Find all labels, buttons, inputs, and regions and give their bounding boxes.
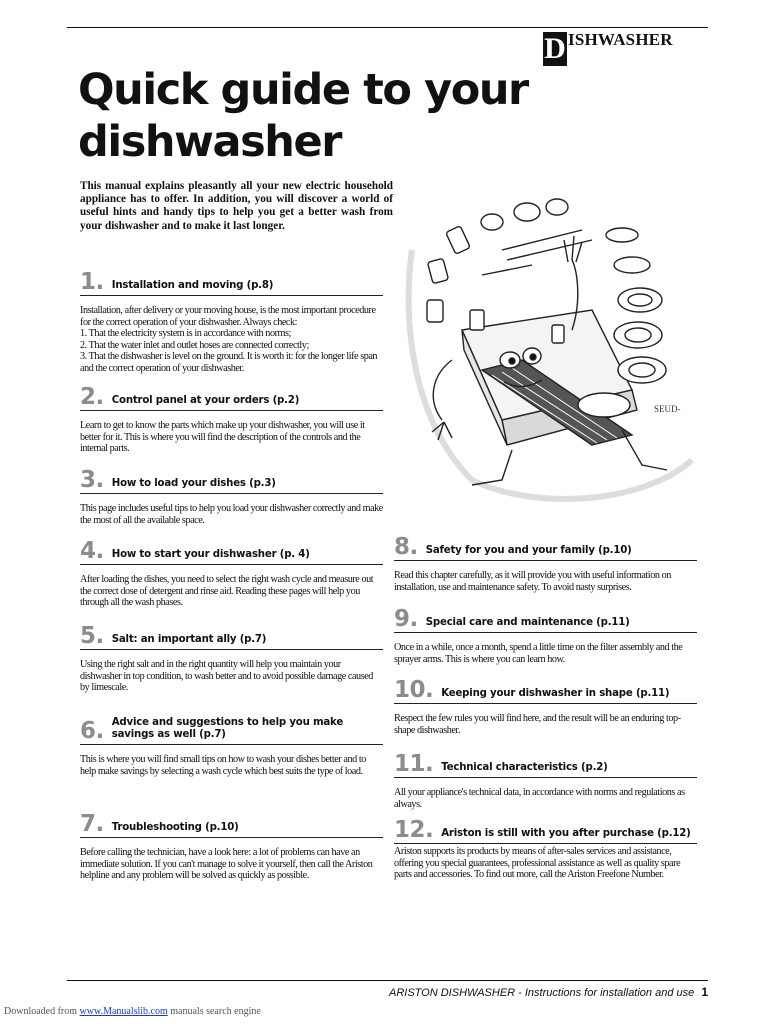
entry-title: Keeping your dishwasher in shape (p.11) xyxy=(441,688,670,699)
entry-heading xyxy=(80,270,383,296)
intro-paragraph: This manual explains pleasantly all your new electric household appliance has to offer. In addition, you will discover a world of useful hints and handy tips to help you get a better wash from your dishwasher and to make it last longer. xyxy=(80,180,393,232)
entry-heading xyxy=(80,717,383,745)
footer-text: ARISTON DISHWASHER - Instructions for installation and use xyxy=(388,987,695,999)
entry-heading xyxy=(394,752,697,778)
guide-entry-6 xyxy=(80,717,383,777)
entry-number: 6. xyxy=(80,718,104,744)
entry-number: 8. xyxy=(394,534,418,560)
entry-title: Special care and maintenance (p.11) xyxy=(425,617,630,628)
page-title xyxy=(78,64,528,168)
guide-entry-8 xyxy=(394,535,697,593)
download-notice xyxy=(4,1006,261,1017)
entry-number: 1. xyxy=(80,269,104,295)
entry-description: This page includes useful tips to help you load your dishwasher correctly and make the most of all the available space. xyxy=(80,503,383,526)
guide-entry-9 xyxy=(394,607,697,665)
entry-heading xyxy=(394,678,697,704)
section-initial-letter: D xyxy=(544,32,566,65)
entry-description: Using the right salt and in the right quantity will help you maintain your dishwasher in top condition, to wash better and to avoid possible damage caused by limescale. xyxy=(80,659,373,694)
entry-number: 11. xyxy=(394,751,434,777)
guide-entry-4 xyxy=(80,539,383,609)
section-header xyxy=(543,30,673,66)
entry-title: Installation and moving (p.8) xyxy=(111,280,274,291)
page-title-line-1: Quick guide to your xyxy=(78,65,528,115)
guide-entry-7 xyxy=(80,812,383,882)
entry-heading xyxy=(80,812,383,838)
entry-heading xyxy=(80,539,383,565)
entry-number: 2. xyxy=(80,384,104,410)
entry-description: Ariston supports its products by means of after-sales services and assistance, offering you special guarantees, professional assistance as well as quality spare parts and accessories. To find out more, call the Ariston Freefone Number. xyxy=(394,846,681,881)
page-number: 1 xyxy=(701,985,708,999)
guide-entry-10 xyxy=(394,678,697,736)
entry-heading xyxy=(80,468,383,494)
entry-number: 7. xyxy=(80,811,104,837)
download-suffix: manuals search engine xyxy=(170,1006,261,1017)
entry-title: Control panel at your orders (p.2) xyxy=(111,395,300,406)
entry-title: Technical characteristics (p.2) xyxy=(441,762,608,773)
entry-title: Ariston is still with you after purchase (p.12) xyxy=(441,828,691,839)
page-footer xyxy=(389,985,708,999)
entry-number: 3. xyxy=(80,467,104,493)
guide-entry-1 xyxy=(80,270,383,375)
page-title-line-2: dishwasher xyxy=(78,117,342,167)
entry-heading xyxy=(394,535,697,561)
entry-heading xyxy=(80,624,383,650)
guide-entry-2 xyxy=(80,385,383,455)
artist-signature: SEUD- xyxy=(654,404,681,414)
entry-heading xyxy=(394,818,697,844)
bottom-rule xyxy=(67,980,708,981)
entry-number: 10. xyxy=(394,677,434,703)
entry-description: After loading the dishes, you need to select the right wash cycle and measure out the correct dose of detergent and rinse aid. Reading these pages will help you through all the wash phases. xyxy=(80,574,374,609)
entry-title: Advice and suggestions to help you make savings as well (p.7) xyxy=(111,717,344,740)
entry-title: Salt: an important ally (p.7) xyxy=(111,634,267,645)
entry-heading xyxy=(394,607,697,633)
manualslib-link[interactable]: www.Manualslib.com xyxy=(79,1006,168,1017)
entry-description: Installation, after delivery or your moving house, is the most important procedure for the correct operation of your dishwasher. Always check: 1. That the electricity system is in accordance with norms; 2. That the water inlet and outlet hoses are connected correctly; 3. That the dishwasher is level on the ground. It is worth it: for the longer life span and the correct operation of your dishwasher. xyxy=(80,305,378,374)
entry-heading xyxy=(80,385,383,411)
entry-title: How to load your dishes (p.3) xyxy=(111,478,276,489)
guide-entry-12 xyxy=(394,818,697,881)
entry-number: 4. xyxy=(80,538,104,564)
entry-description: Once in a while, once a month, spend a little time on the filter assembly and the sprayer arms. This is where you can learn how. xyxy=(394,642,683,665)
entry-description: This is where you will find small tips on how to wash your dishes better and to help make savings by selecting a wash cycle which best suits the type of load. xyxy=(80,754,366,777)
entry-title: Safety for you and your family (p.10) xyxy=(425,545,632,556)
entry-number: 12. xyxy=(394,817,434,843)
dishwasher-cartoon-illustration xyxy=(392,160,712,516)
entry-description: Read this chapter carefully, as it will provide you with useful information on installation, use and maintenance safety. To avoid nasty surprises. xyxy=(394,570,671,593)
entry-title: How to start your dishwasher (p. 4) xyxy=(111,549,310,560)
entry-description: Respect the few rules you will find here, and the result will be an enduring top-shape dishwasher. xyxy=(394,713,681,736)
entry-description: All your appliance's technical data, in accordance with norms and regulations as always. xyxy=(394,787,685,810)
section-name: ISHWASHER xyxy=(568,30,673,49)
entry-description: Before calling the technician, have a look here: a lot of problems can have an immediate solution. If you can't manage to solve it yourself, then call the Ariston helpline and any problem will be solved as quickly as possible. xyxy=(80,847,373,882)
entry-number: 5. xyxy=(80,623,104,649)
guide-entry-5 xyxy=(80,624,383,694)
guide-entry-3 xyxy=(80,468,383,526)
top-rule xyxy=(67,27,708,28)
download-prefix: Downloaded from xyxy=(4,1006,78,1017)
guide-entry-11 xyxy=(394,752,697,810)
entry-title: Troubleshooting (p.10) xyxy=(111,822,239,833)
entry-description: Learn to get to know the parts which make up your dishwasher, you will use it better for it. This is where you will find the description of the controls and the internal parts. xyxy=(80,420,365,455)
entry-number: 9. xyxy=(394,606,418,632)
